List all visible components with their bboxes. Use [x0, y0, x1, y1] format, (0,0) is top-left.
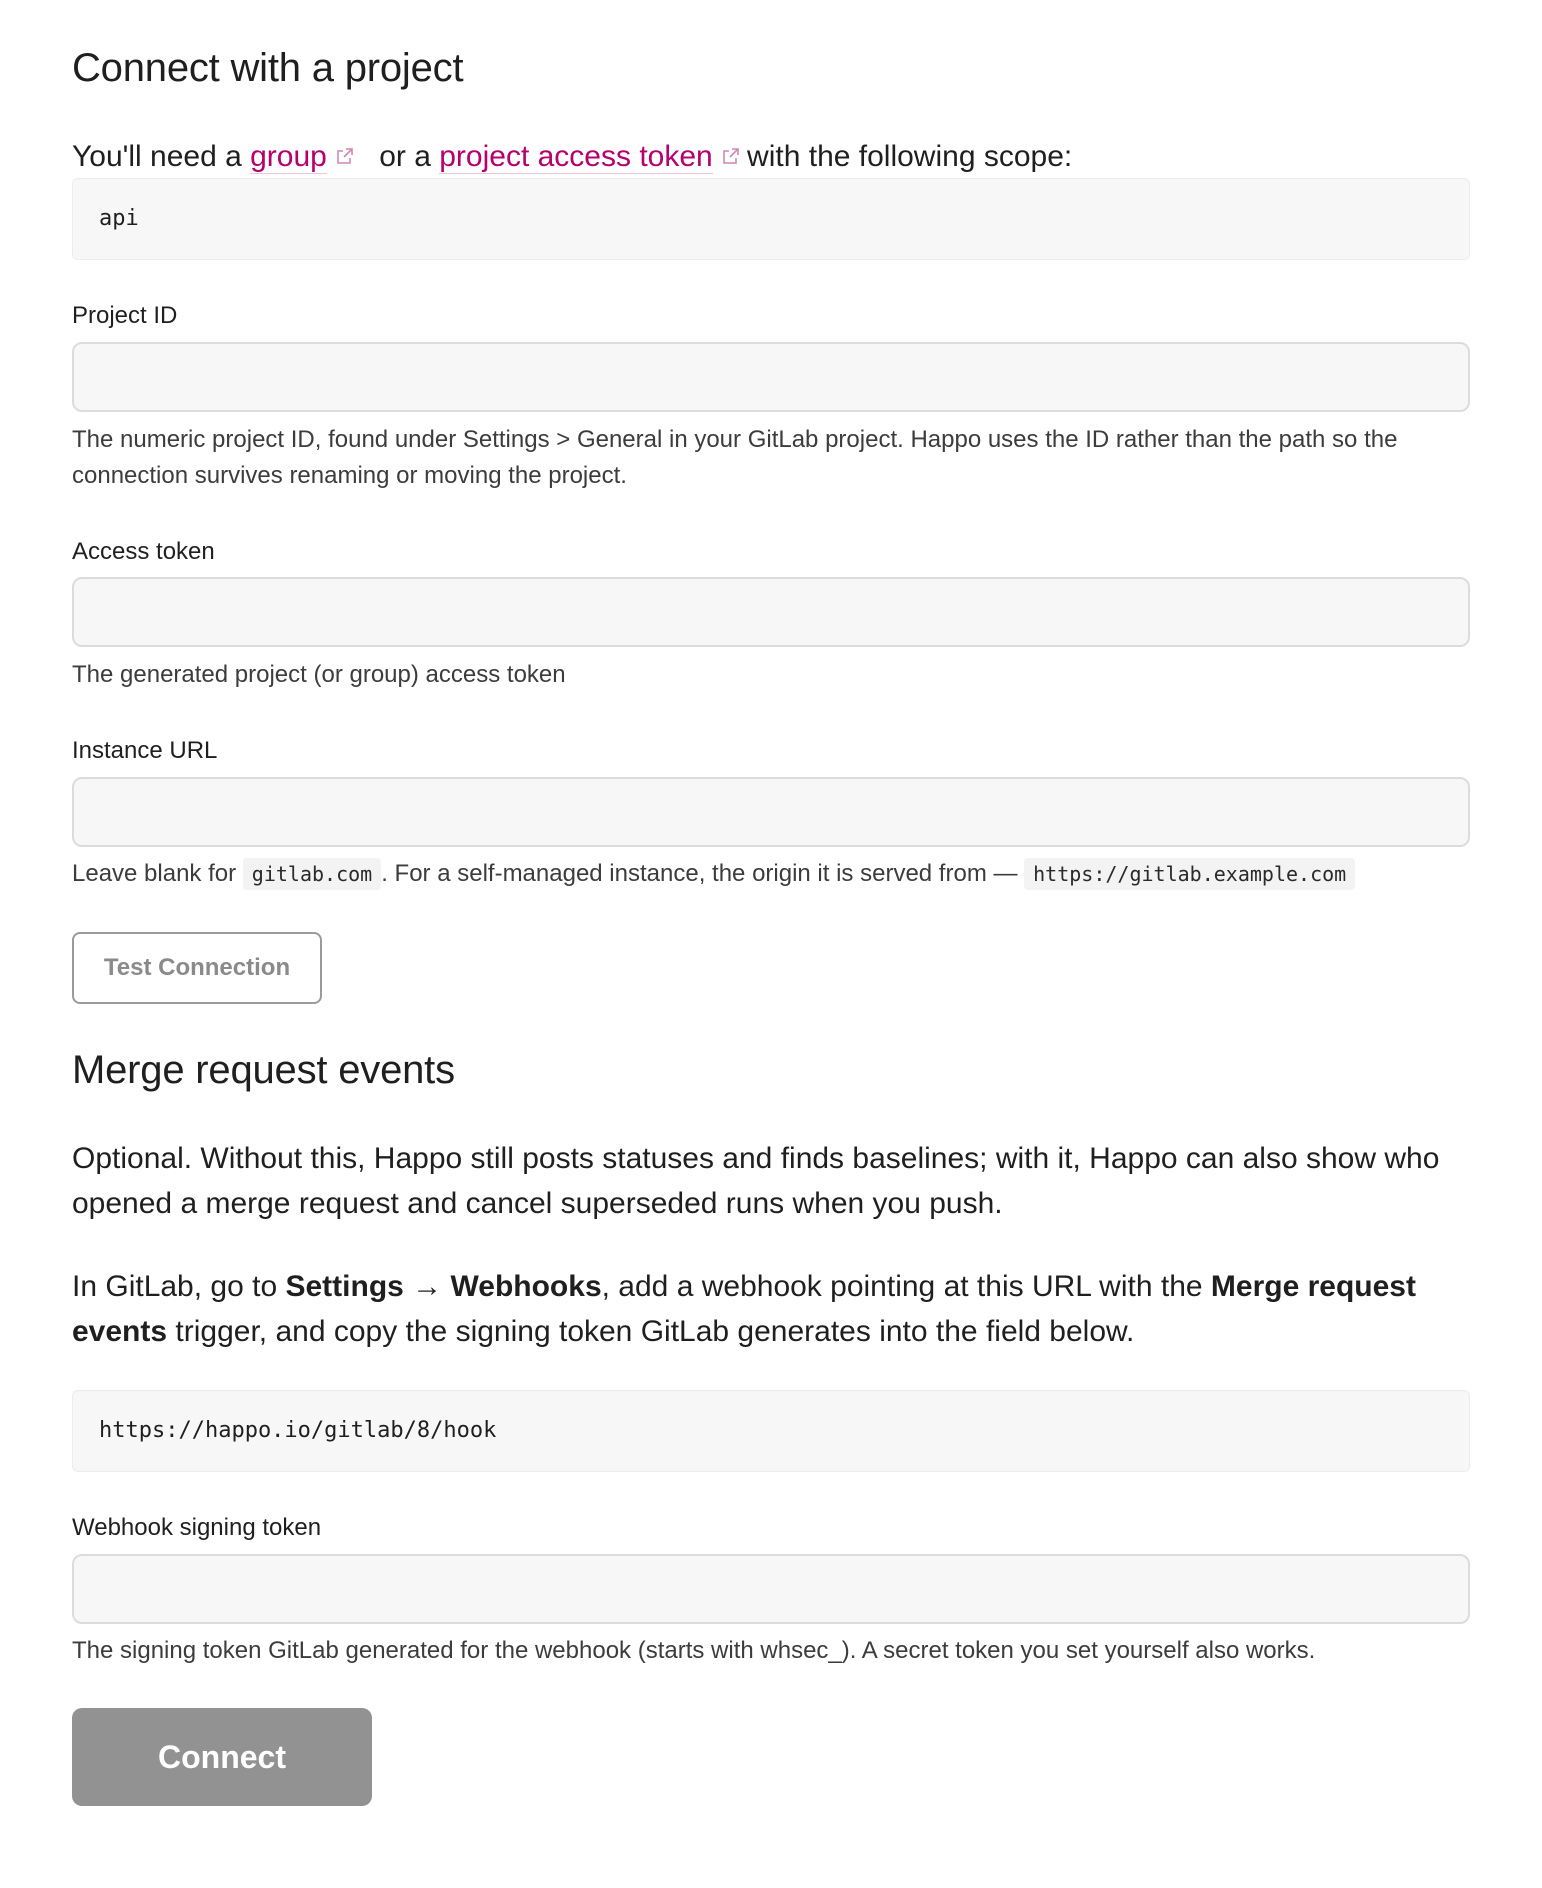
webhook-signing-token-input[interactable]: [72, 1554, 1470, 1624]
instance-url-label: Instance URL: [72, 737, 218, 764]
webhook-instructions-suffix: trigger, and copy the signing token GitLab generates into the field below.: [167, 1315, 1135, 1348]
instance-url-help-mid: . For a self-managed instance, the origin it is served from —: [381, 860, 1025, 887]
scope-code-block: api: [72, 178, 1470, 260]
group-token-link[interactable]: group: [250, 140, 327, 173]
external-link-icon[interactable]: [723, 148, 739, 164]
project-id-input[interactable]: [72, 342, 1470, 412]
access-token-label: Access token: [72, 538, 215, 565]
connect-title: Connect with a project: [72, 46, 464, 90]
project-access-token-link[interactable]: project access token: [439, 140, 713, 173]
instance-url-input[interactable]: [72, 777, 1470, 847]
webhook-instructions-mid: , add a webhook pointing at this URL with the: [601, 1270, 1211, 1303]
settings-webhooks-path: Settings → Webhooks: [285, 1270, 602, 1303]
scope-intro-suffix: with the following scope:: [738, 140, 1073, 173]
project-id-help: The numeric project ID, found under Settings > General in your GitLab project. Happo uses the ID rather than the path so the connection survives renaming or moving the project.: [72, 426, 1398, 489]
access-token-input[interactable]: [72, 577, 1470, 647]
merge-events-title: Merge request events: [72, 1048, 455, 1092]
connect-button[interactable]: Connect: [72, 1708, 372, 1806]
access-token-help: The generated project (or group) access token: [72, 661, 566, 688]
scope-intro: [72, 134, 1072, 179]
merge-request-events-trigger: Merge request events: [72, 1270, 1416, 1348]
gitlab-com-code: gitlab.com: [243, 858, 381, 890]
example-origin-code: https://gitlab.example.com: [1024, 858, 1355, 890]
scope-intro-prefix: You'll need a: [72, 140, 251, 173]
instance-url-help-prefix: Leave blank for: [72, 860, 243, 887]
webhook-url-code-block[interactable]: https://happo.io/gitlab/8/hook: [72, 1390, 1470, 1472]
scope-intro-mid: or a: [370, 140, 440, 173]
webhook-signing-token-label: Webhook signing token: [72, 1514, 322, 1541]
webhook-instructions: [72, 1264, 1472, 1354]
instance-url-help: [72, 856, 1472, 892]
merge-events-description: Optional. Without this, Happo still posts statuses and finds baselines; with it, Happo can also show who opened a merge request and cancel superseded runs when you push.: [72, 1142, 1440, 1220]
project-id-label: Project ID: [72, 302, 178, 329]
webhook-signing-token-help: The signing token GitLab generated for the webhook (starts with whsec_). A secret token you set yourself also works.: [72, 1637, 1316, 1664]
external-link-icon[interactable]: [337, 148, 353, 164]
webhook-instructions-prefix: In GitLab, go to: [72, 1270, 286, 1303]
test-connection-button[interactable]: Test Connection: [72, 932, 322, 1004]
